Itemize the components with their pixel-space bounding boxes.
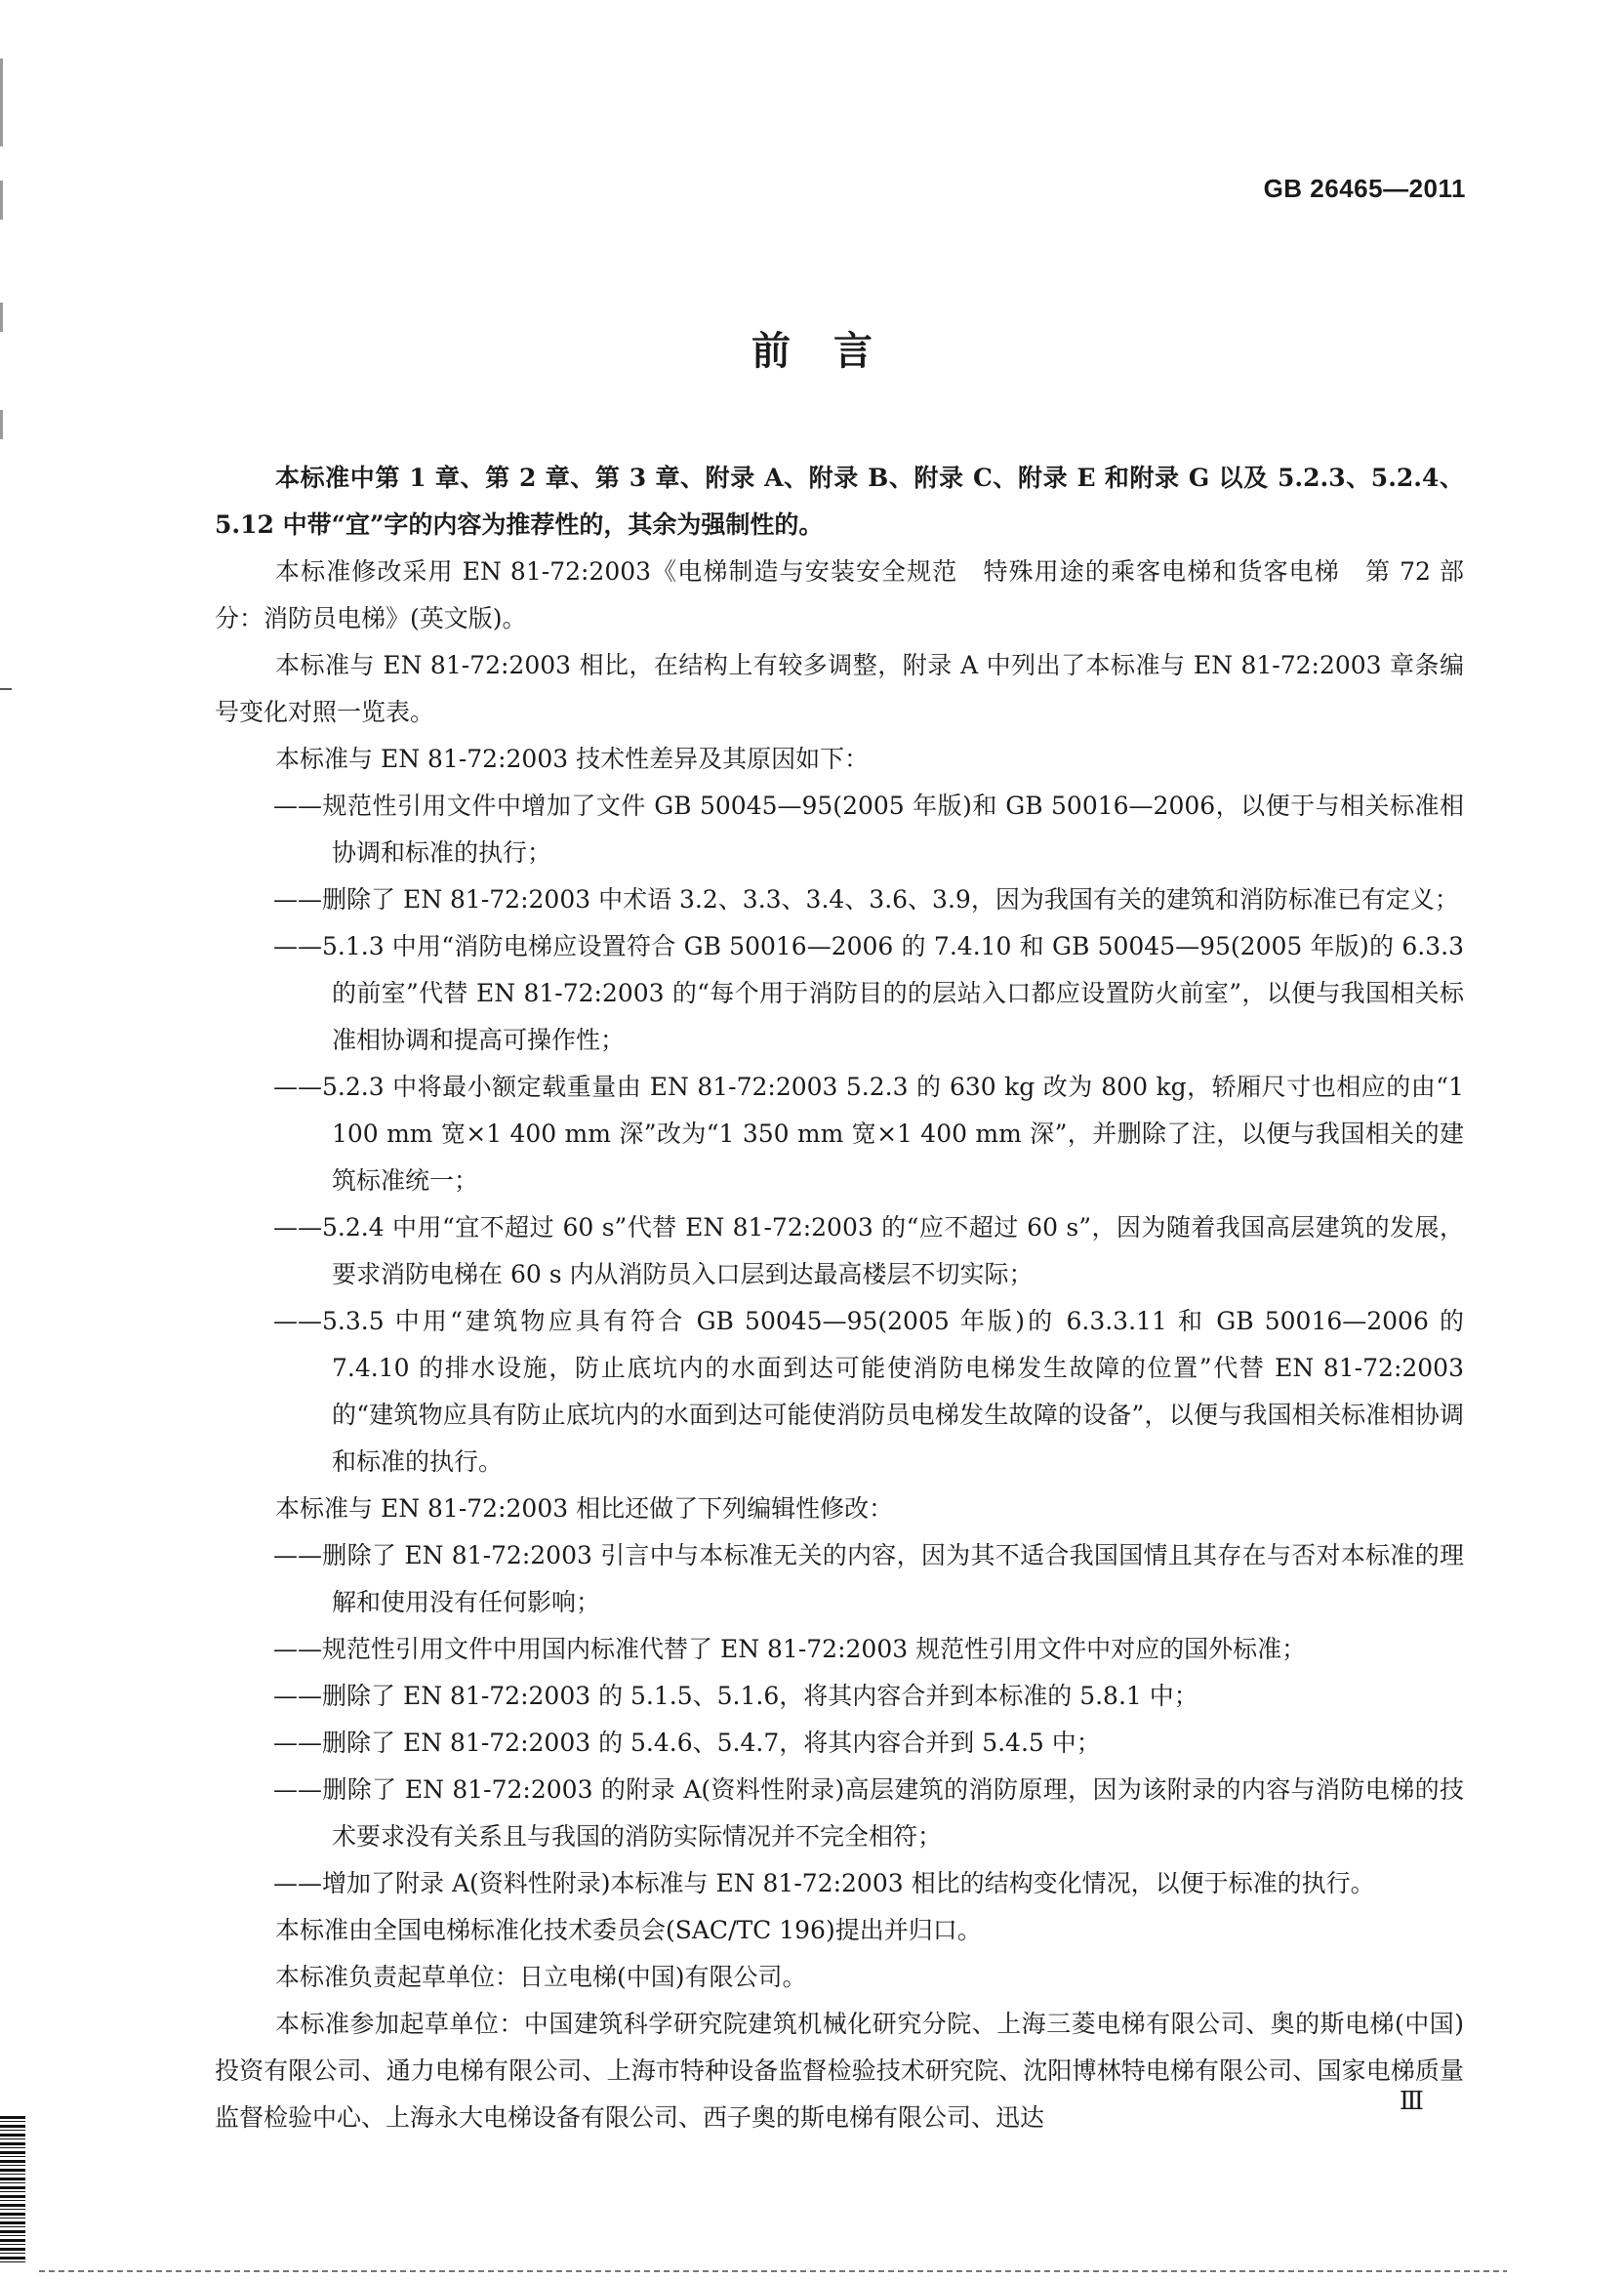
paragraph: 本标准由全国电梯标准化技术委员会(SAC/TC 196)提出并归口。 bbox=[275, 1916, 982, 1944]
page-number: Ⅲ bbox=[1399, 2087, 1424, 2116]
standard-code: GB 26465—2011 bbox=[1263, 174, 1466, 203]
list-item: ——删除了 EN 81-72:2003 引言中与本标准无关的内容，因为其不适合我国国情且其存在与否对本标准的理解和使用没有任何影响； bbox=[273, 1541, 1464, 1616]
list-item: ——删除了 EN 81-72:2003 的附录 A(资料性附录)高层建筑的消防原理，因为该附录的内容与消防电梯的技术要求没有关系且与我国的消防实际情况并不完全相符； bbox=[273, 1775, 1464, 1851]
paragraph: 本标准与 EN 81-72:2003 技术性差异及其原因如下： bbox=[275, 745, 870, 773]
list-item: ——删除了 EN 81-72:2003 的 5.1.5、5.1.6，将其内容合并到本标准的 5.8.1 中； bbox=[273, 1682, 1198, 1710]
paragraph: 本标准修改采用 EN 81-72:2003《电梯制造与安装安全规范 特殊用途的乘客电梯和货客电梯 第 72 部分：消防员电梯》(英文版)。 bbox=[215, 557, 1464, 632]
list-item: ——删除了 EN 81-72:2003 中术语 3.2、3.3、3.4、3.6、3.9，因为我国有关的建筑和消防标准已有定义； bbox=[273, 885, 1459, 914]
scan-bottom-rule bbox=[39, 2270, 1507, 2272]
scan-edge-mark bbox=[0, 410, 3, 439]
list-item: ——5.1.3 中用“消防电梯应设置符合 GB 50016—2006 的 7.4.10 和 GB 50045—95(2005 年版)的 6.3.3 的前室”代替 EN 81-72:2003 的“每个用于消防目的的层站入口都应设置防火前室”，以便与我国相关标准相协调和提高可操作性； bbox=[273, 932, 1464, 1054]
list-item: ——规范性引用文件中用国内标准代替了 EN 81-72:2003 规范性引用文件中对应的国外标准； bbox=[273, 1635, 1307, 1663]
scan-edge-mark bbox=[0, 181, 3, 220]
paragraph: 本标准与 EN 81-72:2003 相比还做了下列编辑性修改： bbox=[275, 1494, 894, 1523]
paragraph: 本标准参加起草单位：中国建筑科学研究院建筑机械化研究分院、上海三菱电梯有限公司、奥的斯电梯(中国)投资有限公司、通力电梯有限公司、上海市特种设备监督检验技术研究院、沈阳博林特电梯有限公司、国家电梯质量监督检验中心、上海永大电梯设备有限公司、西子奥的斯电梯有限公司、迅达 bbox=[215, 2010, 1464, 2132]
list-item: ——5.2.3 中将最小额定载重量由 EN 81-72:2003 5.2.3 的 630 kg 改为 800 kg，轿厢尺寸也相应的由“1 100 mm 宽×1 400 mm 深”改为“1 350 mm 宽×1 400 mm 深”，并删除了注，以便与我国相关的建筑标准统一； bbox=[273, 1073, 1464, 1195]
list-item: ——删除了 EN 81-72:2003 的 5.4.6、5.4.7，将其内容合并到 5.4.5 中； bbox=[273, 1729, 1101, 1757]
list-item: ——5.2.4 中用“宜不超过 60 s”代替 EN 81-72:2003 的“应不超过 60 s”，因为随着我国高层建筑的发展，要求消防电梯在 60 s 内从消防员入口层到达最高楼层不切实际； bbox=[273, 1213, 1464, 1288]
list-item: ——5.3.5 中用“建筑物应具有符合 GB 50045—95(2005 年版)的 6.3.3.11 和 GB 50016—2006 的 7.4.10 的排水设施，防止底坑内的水面到达可能使消防电梯发生故障的位置”代替 EN 81-72:2003 的“建筑物应具有防止底坑内的水面到达可能使消防员电梯发生故障的设备”，以便与我国相关标准相协调和标准的执行。 bbox=[273, 1307, 1464, 1476]
scan-edge-tick bbox=[0, 688, 12, 690]
scan-barcode-strip bbox=[0, 2116, 25, 2262]
paragraph: 本标准负责起草单位：日立电梯(中国)有限公司。 bbox=[275, 1963, 807, 1991]
paragraph: 本标准与 EN 81-72:2003 相比，在结构上有较多调整，附录 A 中列出了本标准与 EN 81-72:2003 章条编号变化对照一览表。 bbox=[215, 651, 1464, 726]
foreword-body bbox=[215, 455, 1464, 2141]
list-item: ——规范性引用文件中增加了文件 GB 50045—95(2005 年版)和 GB 50016—2006，以便于与相关标准相协调和标准的执行； bbox=[273, 792, 1464, 867]
scan-edge-mark bbox=[0, 59, 3, 146]
list-item: ——增加了附录 A(资料性附录)本标准与 EN 81-72:2003 相比的结构变化情况，以便于标准的执行。 bbox=[273, 1869, 1375, 1897]
paragraph: 本标准中第 1 章、第 2 章、第 3 章、附录 A、附录 B、附录 C、附录 E 和附录 G 以及 5.2.3、5.2.4、5.12 中带“宜”字的内容为推荐性的，其余为强制性的。 bbox=[215, 464, 1464, 539]
page-title: 前言 bbox=[751, 329, 915, 374]
